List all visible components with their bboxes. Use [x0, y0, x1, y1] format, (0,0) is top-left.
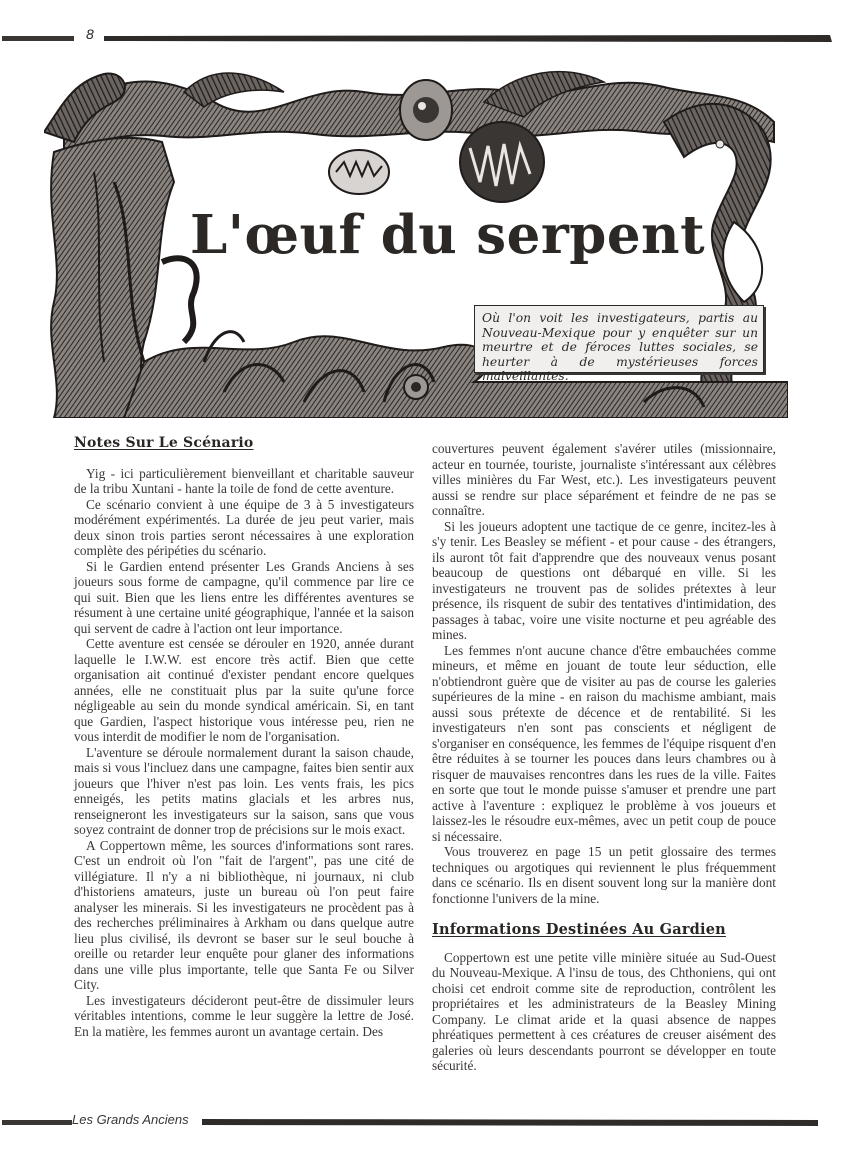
paragraph: A Coppertown même, les sources d'informations sont rares. C'est un endroit où l'on "fait de l'argent", pas une cité de villégiature. Il n'y a ni bibliothèque, ni journaux, ni club d'historiens amateurs, juste un bureau où l'on peut faire analyser les minerais. Si les investigateurs ne procèdent pas à des recherches préliminaires à Arkham ou dans quelque autre lieu plus civilisé, ils devront se baser sur le seul bouche à oreille ou retarder leur enquête pour glaner des informations dans une ville plus importante, telle que Santa Fe ou Silver City. — [74, 837, 414, 992]
page-title: L'œuf du serpent — [190, 204, 706, 266]
paragraph: L'aventure se déroule normalement durant la saison chaude, mais si vous l'incluez dans une campagne, faites bien sentir aux joueurs que l'hiver n'est pas loin. Les vents frais, les pics enneigés, les petits matins glacials et les arbres nus, renseigneront les investigateurs sur la saison, sans que vous soyez contraint de donner trop de précisions sur le mois exact. — [74, 744, 414, 837]
section-heading-gardien: Informations Destinées Au Gardien — [432, 921, 726, 938]
footer-rule-left — [2, 1120, 72, 1125]
paragraph: Yig - ici particulièrement bienveillant et charitable sauveur de la tribu Xuntani - hante la toile de fond de cette aventure. — [74, 465, 414, 496]
page-number: 8 — [86, 26, 94, 42]
eyeball-icon — [400, 80, 452, 140]
paragraph: Si le Gardien entend présenter Les Grands Anciens à ses joueurs sous forme de campagne, qu'il commence par lire ce qui suit. Bien que les liens entre les différentes aventures se résument à une certaine unité géographique, l'année et la saison qui servent de cadre à l'action ont leur importance. — [74, 558, 414, 636]
paragraph: Vous trouverez en page 15 un petit glossaire des termes techniques ou argotiques qui reviennent le plus fréquemment dans ce scénario. Ils en disent souvent long sur la manière dont fonctionne l'univers de la mine. — [432, 844, 776, 906]
column-right — [432, 441, 776, 1074]
footer-rule — [202, 1116, 822, 1128]
paragraph: Les femmes n'ont aucune chance d'être embauchées comme mineurs, et même en jouant de toute leur séduction, elle n'obtiendront guère que de visiter au pas de course les galeries supérieures de la mine - en raison du machisme ambiant, mais aussi sous prétexte de décence et de rentabilité. Si les investigateurs n'en sont pas conscients et négligent de s'organiser en conséquence, les femmes de l'équipe risquent d'en être réduites à se tourner les pouces dans leurs chambres ou à risquer de mauvaises rencontres dans les rues de la ville. Faites en sorte que tout le monde puisse s'amuser et prendre une part active à l'aventure : expliquez le problème à vos joueurs et laissez-les le résoudre eux-mêmes, avec un petit coup de pouce si nécessaire. — [432, 642, 776, 844]
teaser-box: Où l'on voit les investigateurs, partis au Nouveau-Mexique pour y enquêter sur un meurtre et de féroces luttes sociales, se heurter à de mystérieuses forces malveillantes. — [474, 305, 764, 373]
paragraph: Si les joueurs adoptent une tactique de ce genre, incitez-les à s'y tenir. Les Beasley se méfient - et pour cause - des étrangers, ils auront tôt fait d'apprendre que des nouveaux venus posant beaucoup de questions ont débarqué en ville. Si les investigateurs ne trouvent pas de solides prétextes à leur présence, ils risquent de subir des tentatives d'intimidation, des passages à tabac, voire une visite nocturne et peu agréable des mines. — [432, 518, 776, 642]
header-rule-left — [2, 36, 74, 41]
header-rule — [104, 33, 834, 45]
paragraph: Coppertown est une petite ville minière située au Sud-Ouest du Nouveau-Mexique. A l'insu de tous, des Chthoniens, qui ont choisi cet endroit comme site de reproduction, contrôlent les propriétaires et les administrateurs de la Beasley Mining Company. Le climat aride et la quasi absence de nappes phréatiques permettent à ces créatures de creuser aisément des galeries où leurs descendants pourront se développer en toute sécurité. — [432, 949, 776, 1073]
footer-book-title: Les Grands Anciens — [72, 1112, 189, 1127]
column-left — [74, 436, 414, 1039]
paragraph: Cette aventure est censée se dérouler en 1920, année durant laquelle le I.W.W. est encore très actif. Bien que cette organisation ait continué d'exister pendant encore quelques années, elle ne constituait plus par la suite qu'une force négligeable au sein du monde syndical américain. Si, en tant que Gardien, l'aspect historique vous intéresse peu, rien ne vous interdit de modifier le nom de l'organisation. — [74, 636, 414, 744]
section-heading-notes: Notes Sur Le Scénario — [74, 435, 254, 451]
paragraph: Les investigateurs décideront peut-être de dissimuler leurs véritables intentions, comme le leur suggère la lettre de José. En la matière, les femmes auront un avantage certain. Des — [74, 992, 414, 1039]
paragraph: Ce scénario convient à une équipe de 3 à 5 investigateurs modérément expérimentés. La durée de jeu peut varier, mais deux sinon trois parties seront nécessaires à une exploration complète des péripéties du scénario. — [74, 496, 414, 558]
paragraph-continued: couvertures peuvent également s'avérer utiles (missionnaire, acteur en tournée, touriste, journaliste s'intéressant aux célèbres villes minières du Far West, etc.). Les investigateurs peuvent aussi se rendre sur place séparément et feindre de ne pas se connaître. — [432, 441, 776, 518]
